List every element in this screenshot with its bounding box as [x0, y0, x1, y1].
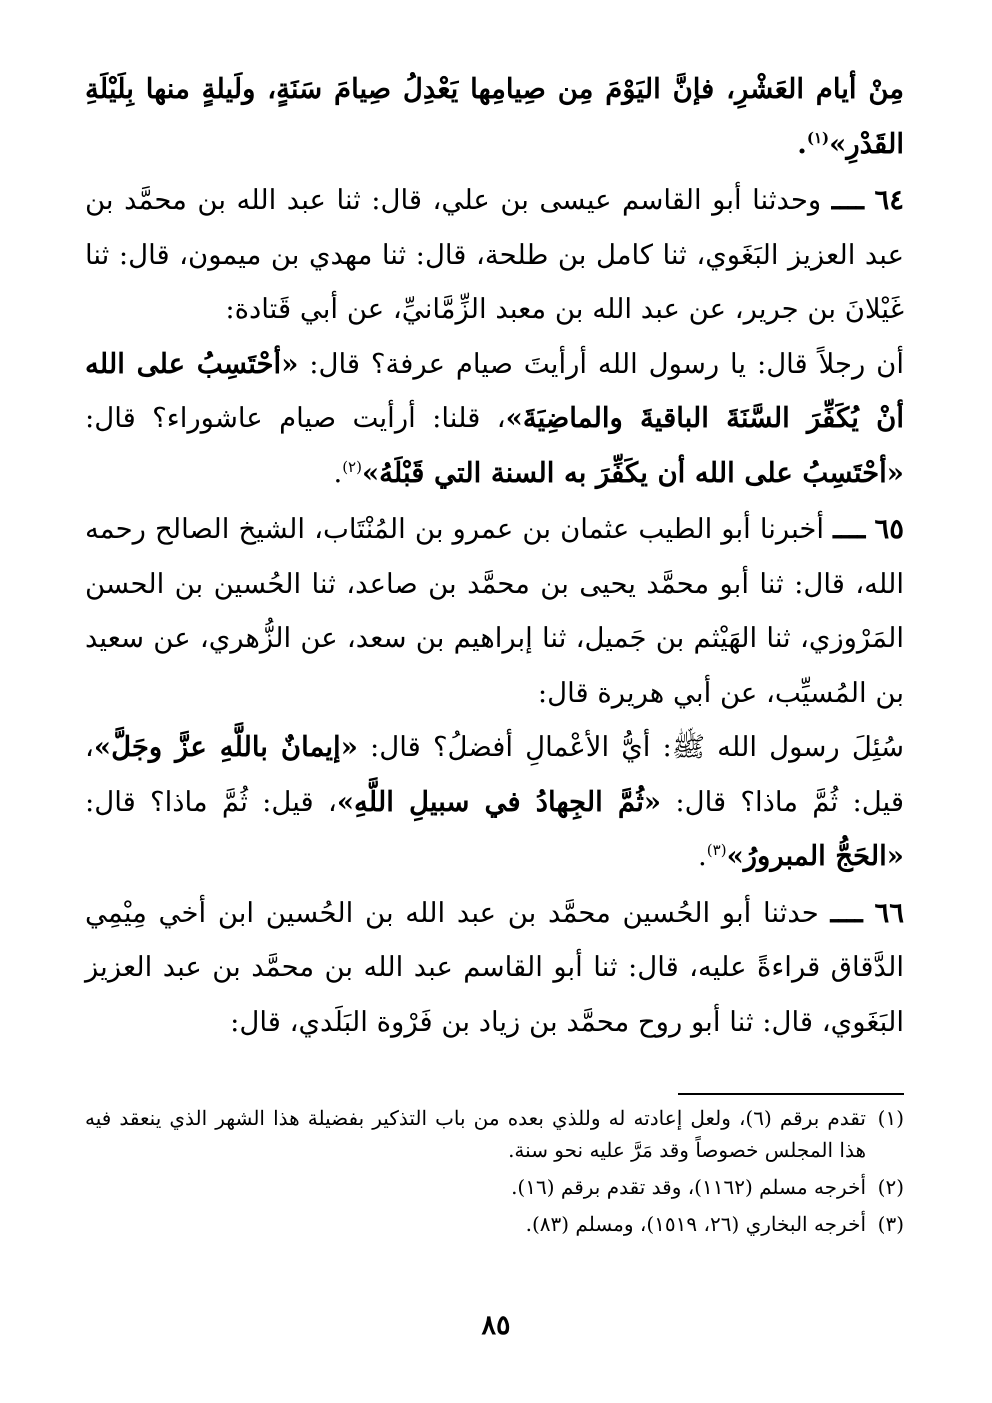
dash: ــــ	[833, 513, 866, 545]
footnote-ref: (٢)	[342, 457, 362, 476]
footnote-2	[85, 1171, 904, 1203]
isnad-65	[85, 502, 904, 720]
isnad-text: أخبرنا أبو الطيب عثمان بن عمرو بن المُنْتَاب، الشيخ الصالح رحمه الله، قال: ثنا أبو محمَّد يحيى بن محمَّد بن صاعد، ثنا الحُسين بن الحسن المَرْوزي، ثنا الهَيْثم بن جَميل، ثنا إبراهيم بن سعد، عن الزُّهري، عن سعيد بن المُسيِّب، عن أبي هريرة قال:	[85, 513, 904, 709]
isnad-text: وحدثنا أبو القاسم عيسى بن علي، قال: ثنا عبد الله بن محمَّد بن عبد العزيز البَغَوي، ثنا كامل بن طلحة، قال: ثنا مهدي بن ميمون، قال: ثنا غَيْلانَ بن جرير، عن عبد الله بن معبد الزِّمَّانيِّ، عن أبي قَتادة:	[85, 184, 904, 325]
hadith-text-continuation	[85, 62, 904, 171]
footnote-text: أخرجه مسلم (١١٦٢)، وقد تقدم برقم (١٦).	[511, 1175, 866, 1199]
isnad-text: حدثنا أبو الحُسين محمَّد بن عبد الله بن الحُسين ابن أخي مِيْمِي الدَّقاق قراءةً عليه، قال: ثنا أبو القاسم عبد الله بن محمَّد بن عبد العزيز البَغَوي، قال: ثنا أبو روح محمَّد بن زياد بن فَرْوة البَلَدي، قال:	[85, 896, 904, 1038]
footnote-text: تقدم برقم (٦)، ولعل إعادته له وللذي بعده من باب التذكير بفضيلة هذا الشهر الذي ينعقد فيه هذا المجلس خصوصاً وقد مَرَّ عليه نحو سنة.	[85, 1106, 866, 1162]
punctuation: .	[797, 127, 807, 160]
prophetic-saying: «أحْتَسِبُ على الله أنْ يُكَفِّرَ السَّنَةَ الباقيةَ والماضِيَةَ»	[85, 347, 904, 434]
footnote-3	[85, 1208, 904, 1240]
footnote-ref: (١)	[806, 128, 830, 147]
matn-text: أن رجلاً قال: يا رسول الله أرأيتَ صيام عرفة؟ قال:	[309, 347, 904, 380]
matn-text: ، قيل: ثُمَّ ماذا؟ قال:	[85, 731, 904, 818]
hadith-number: ٦٤	[874, 184, 904, 216]
footnote-number: (١)	[877, 1106, 904, 1130]
matn-text: سُئِلَ رسول الله ﷺ: أيُّ الأعْمالِ أفضلُ؟ قال:	[370, 731, 904, 763]
dash: ــــ	[831, 184, 864, 216]
footnote-divider	[678, 1093, 904, 1095]
dash: ــــ	[830, 896, 863, 929]
matn-64	[85, 337, 904, 501]
hadith-number: ٦٥	[874, 513, 904, 545]
hadith-text: مِنْ أيام العَشْرِ، فإنَّ اليَوْمَ مِن صِيامِها يَعْدِلُ صِيامَ سَنَةٍ، ولَيلةٍ منها بِلَيْلَةِ القَدْرِ»	[85, 73, 904, 160]
hadith-number: ٦٦	[874, 896, 904, 929]
footnote-number: (٢)	[877, 1175, 904, 1199]
isnad-66	[85, 886, 904, 1050]
matn-text: ، قلنا: أرأيت صيام عاشوراء؟ قال:	[85, 402, 506, 434]
footnotes	[85, 1102, 904, 1245]
main-text	[85, 62, 904, 1049]
prophetic-saying: «ثُمَّ الجِهادُ في سبيلِ اللَّهِ»	[336, 785, 662, 818]
prophetic-saying: «إيمانٌ باللَّهِ عزَّ وجَلَّ»	[93, 731, 358, 763]
punctuation: .	[698, 840, 707, 872]
footnote-ref: (٣)	[706, 840, 727, 859]
page-number: ٨٥	[481, 1310, 511, 1341]
footnote-1	[85, 1102, 904, 1166]
matn-65	[85, 720, 904, 884]
prophetic-saying: «أحْتَسِبُ على الله أن يكَفِّرَ به السنة التي قَبْلَهُ»	[361, 456, 904, 489]
prophetic-saying: «الحَجُّ المبرورُ»	[726, 840, 904, 872]
isnad-64	[85, 173, 904, 337]
footnote-number: (٣)	[877, 1212, 904, 1236]
footnote-text: أخرجه البخاري (٢٦، ١٥١٩)، ومسلم (٨٣).	[525, 1212, 866, 1236]
punctuation: .	[333, 456, 343, 489]
matn-text: ، قيل: ثُمَّ ماذا؟ قال:	[85, 785, 337, 818]
